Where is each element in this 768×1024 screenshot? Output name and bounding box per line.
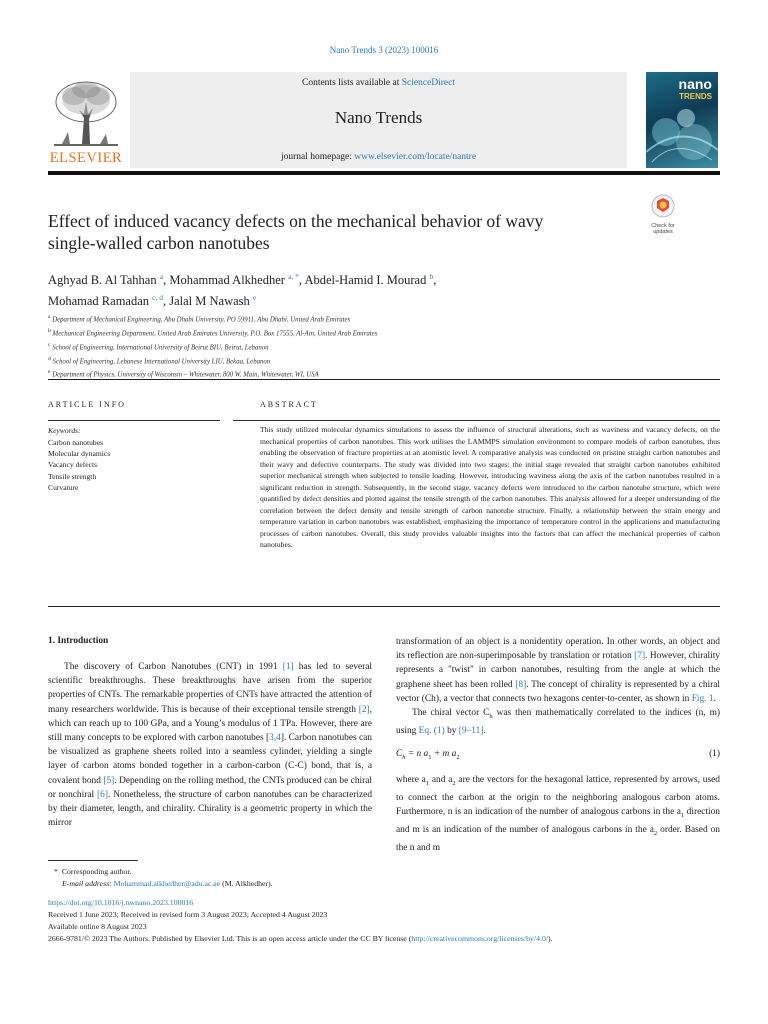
text-run: . [483, 726, 486, 737]
text-run: direction and m is an indication of the number of analogous carbons in the a [396, 807, 720, 836]
journal-banner [130, 72, 627, 168]
equation-lhs: C [396, 749, 403, 759]
affiliation-mark: a [48, 314, 51, 320]
text-run: are the vectors for the hexagonal lattice, represented by arrows, used to connect the carbon at the origin to the neighboring analogous carbon atoms. Furthermore, n is an indication of the number of analogous carbons in the a [396, 775, 720, 818]
affiliation [48, 354, 688, 368]
doi-link[interactable]: https://doi.org/10.1016/j.nwnano.2023.100016 [48, 898, 194, 907]
corresponding-mark: * [54, 867, 58, 876]
email-link[interactable]: Mohammad.alkhedher@adu.ac.ae [113, 879, 221, 888]
citation-link[interactable]: [7] [634, 651, 646, 662]
abstract-text: This study utilized molecular dynamics simulations to assess the influence of structural alterations, such as waviness and vacancy defects, on the mechanical properties of carbon nanotubes. This work utilises the LAMMPS simulation environment to compare models of carbon nanotubes, thus enabling the observation of fracture properties at an atomistic level. A comparative analysis was conducted on pristine straight carbon nanotubes and their wavy and defective counterparts. The study was divided into two stages: the initial stage revealed that straight carbon nanotubes exhibited superior mechanical strength when subjected to tensile loading. However, introducing waviness along the axis of the carbon nanotubes resulted in a significant reduction in strength. Subsequently, in the second stage, vacancy defects were introduced to the carbon nanotube structure, which were quantified by defect densities and plotted against the tensile strength of the carbon nanotubes. This analysis allowed for a deeper understanding of the correlation between the defect density and tensile strength of carbon nanotube structure. Finally, a relationship between the strain energy and temperature variation in carbon nanotubes was established, emphasizing the importance of temperature control in the applications and manufacturing processes of carbon nanotubes. Overall, this study provides valuable insights into the factors that can affect the mechanical properties of carbon nanotubes. [260, 425, 720, 549]
author-affiliation-mark[interactable]: a [159, 272, 164, 281]
corresponding-author-note: Corresponding author. [61, 867, 132, 876]
homepage-line: journal homepage: www.elsevier.com/locate/nantre [280, 152, 477, 162]
text-run: by [444, 726, 459, 737]
journal-name: Nano Trends [334, 108, 423, 127]
affiliation-mark: b [48, 327, 51, 334]
citation-link[interactable]: [9–11] [458, 726, 484, 737]
intro-paragraph-1 [48, 660, 372, 830]
check-updates-label-1: Check for [651, 223, 675, 229]
footnotes: * Corresponding author. E-mail address: Mohammad.alkhedher@adu.ac.ae (M. Alkhedher). [54, 867, 273, 888]
author-affiliation-mark[interactable]: b [429, 272, 434, 281]
keyword: Curvature [48, 482, 79, 492]
affiliation-text: Department of Physics, University of Wisconsin – Whitewater, 800 W. Main, Whitewater, WI, USA [52, 371, 319, 379]
affiliation [48, 326, 688, 340]
subscript: 1 [680, 812, 685, 820]
affiliation [48, 312, 688, 326]
author-name[interactable]: Abdel-Hamid I. Mourad [304, 273, 427, 288]
author-name[interactable]: Jalal M Nawash [169, 294, 250, 309]
license-line: 2666-9781/© 2023 The Authors. Published by Elsevier Ltd. This is an open access article under the CC BY license (http://creativecommons.org/licenses/by/4.0/). [48, 934, 553, 943]
citation-link[interactable]: [1] [282, 662, 294, 672]
sciencedirect-link[interactable]: ScienceDirect [401, 78, 455, 88]
text-run: where a [396, 775, 426, 785]
subscript: 2 [653, 830, 658, 838]
keyword: Vacancy defects [48, 460, 98, 470]
keyword: Tensile strength [48, 471, 97, 481]
keyword: Carbon nanotubes [48, 438, 104, 447]
subscript: 1 [425, 779, 430, 787]
email-label: E-mail address: [62, 879, 114, 888]
affiliation [48, 340, 688, 354]
text-run: . However, chirality represents a "twist" in carbon nanotubes, resulting from the angle at which the graphene sheet has been rolled [396, 651, 720, 690]
citation-link[interactable]: Eq. (1) [418, 726, 445, 737]
author-affiliation-mark[interactable]: a, * [288, 272, 299, 281]
abstract-bottom-rule [48, 606, 720, 607]
affiliation-text: Department of Mechanical Engineering, Abu Dhabi University, PO 59911, Abu Dhabi, United Arab Emirates [52, 316, 351, 324]
text-run: and a [429, 775, 453, 785]
text-run: transformation of an object is a nonidentity operation. In other words, an object and its reflection are non-superimposable by translation or rotation [396, 637, 720, 662]
author-list: Aghyad B. Al Tahhan $^a$, Mohammad Alkhedher $^{a, *}$, Abdel-Hamid I. Mourad $^b$, Mohamad Ramadan $^{c, d}$, Jalal M Nawash $^e$ [48, 272, 437, 309]
cover-subtitle: TRENDS [679, 92, 712, 101]
journal-cover-image[interactable] [646, 72, 718, 168]
check-updates-label-2: updates [653, 229, 673, 235]
affiliation-text: School of Engineering, Lebanese International University LIU, Bekaa, Lebanon [52, 357, 271, 365]
keywords-label: Keywords: [48, 426, 81, 435]
subscript: 2 [452, 779, 456, 787]
citation-link[interactable]: [5] [103, 775, 115, 786]
header-rule [48, 171, 720, 175]
available-online: Available online 8 August 2023 [48, 922, 147, 931]
affiliation-text: Mechanical Engineering Department, United Arab Emirates University, P.O. Box 17555, Al-Ain, United Arab Emirates [52, 330, 378, 338]
text-run: The chiral vector C [412, 708, 490, 719]
check-for-updates-badge[interactable] [646, 194, 680, 234]
equation-1: $C_h = n$ $a_1 + m$ $a_2$ (1) [396, 749, 720, 761]
authors-rule [48, 379, 720, 380]
abstract-heading: ABSTRACT [260, 400, 318, 409]
license-link[interactable]: http://creativecommons.org/licenses/by/4.0/ [411, 934, 549, 943]
citation-link[interactable]: 3,4 [269, 733, 281, 744]
intro-column-right-continued [396, 773, 720, 856]
cover-title: nano [678, 76, 712, 92]
elsevier-logo[interactable] [48, 72, 124, 168]
journal-reference[interactable]: Nano Trends 3 (2023) 100016 [329, 45, 439, 55]
author-name[interactable]: Mohammad Alkhedher [169, 273, 285, 288]
text-run: . [713, 693, 716, 704]
article-history [48, 897, 738, 945]
author-affiliation-mark[interactable]: e [252, 293, 257, 303]
keyword-list [48, 437, 110, 493]
intro-column-left [48, 660, 372, 830]
text-run: . The concept of chirality is represented by a chiral vector (Ch), a vector that connects two hexagons center-to-center, as shown in [396, 679, 721, 704]
introduction-heading: 1. Introduction [48, 636, 109, 646]
intro-paragraph-4 [396, 773, 720, 856]
abstract-rule [233, 420, 720, 421]
article-info-heading: ARTICLE INFO [48, 400, 126, 409]
text-run: , which can reach up to 100 GPa, and a Young’s modulus of 1 TPa. However, there are still many concepts to be explored with carbon nanotubes [ [48, 704, 372, 744]
citation-link[interactable]: Fig. 1 [691, 693, 714, 704]
text-run: ]. Carbon nanotubes can be visualized as graphene sheets rolled into a seamless cylinder, yielding a single layer of carbon atoms bonded together in a carbon-carbon (C-C) bond, that is, a covalent bond [48, 733, 372, 786]
affiliation-list [48, 312, 688, 381]
citation-link[interactable]: [8] [515, 679, 527, 690]
text-run: . Nonetheless, the structure of carbon nanotubes can be characterized by their diameter, length, and chirality. Chirality is a geometric property in which the mirror [48, 789, 373, 829]
check-updates-icon [646, 194, 680, 218]
intro-paragraph-2 [396, 635, 720, 706]
homepage-link[interactable]: www.elsevier.com/locate/nantre [354, 152, 477, 162]
article-info-rule [48, 420, 220, 421]
keyword: Molecular dynamics [48, 449, 111, 459]
subscript: h [489, 712, 493, 720]
affiliation-mark: c [48, 341, 51, 348]
contents-line: Contents lists available at ScienceDirect [301, 78, 455, 88]
citation-link[interactable]: [2] [358, 704, 370, 715]
intro-column-right [396, 635, 720, 738]
citation-link[interactable]: [6] [97, 789, 108, 800]
author-name[interactable]: Mohamad Ramadan [48, 294, 150, 309]
text-run: The discovery of Carbon Nanotubes (CNT) in 1991 [64, 662, 283, 672]
affiliation-mark: d [48, 355, 51, 362]
affiliation-text: School of Engineering, International University of Beirut BIU, Beirut, Lebanon [52, 343, 269, 351]
footnote-rule [48, 860, 138, 861]
author-name[interactable]: Aghyad B. Al Tahhan [48, 273, 157, 288]
text-run: order. Based on the n and m [396, 825, 720, 854]
elsevier-wordmark: ELSEVIER [49, 150, 123, 166]
text-run: has led to several scientific breakthroughs. These breakthroughs have arisen from the superior properties of CNTs. The remarkable properties of CNTs have attracted the attention of many researchers worldwide. This is because of their exceptional tensile strength [48, 662, 372, 715]
text-run: . Depending on the rolling method, the CNTs produced can be chiral or nonchiral [48, 775, 372, 800]
text-run: was then mathematically correlated to the indices (n, m) using [396, 708, 720, 737]
masthead [48, 70, 720, 170]
equation-number: (1) [709, 749, 720, 759]
intro-paragraph-3 [396, 706, 720, 738]
author-affiliation-mark[interactable]: c, d [152, 293, 163, 303]
article-title: Effect of induced vacancy defects on the mechanical behavior of wavy single-walled carbon nanotubes [48, 211, 544, 253]
affiliation-mark: e [48, 369, 51, 376]
received-dates: Received 1 June 2023; Received in revised form 3 August 2023; Accepted 4 August 2023 [48, 910, 328, 919]
